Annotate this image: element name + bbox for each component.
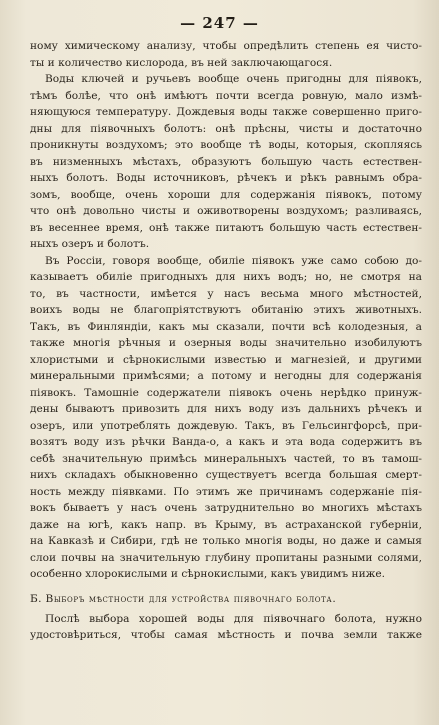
page-number: — 247 —: [180, 14, 259, 32]
text-line: хлористыми и сѣрнокислыми известью и магнезіей, и другими: [30, 353, 422, 366]
body-text: [30, 38, 422, 644]
text-line: также многія рѣчныя и озерныя воды значительно изобилуютъ: [30, 337, 422, 349]
text-line: ному химическому анализу, чтобы опредѣлить степень ея чисто-: [30, 40, 422, 52]
text-line: дны для піявочныхъ болотъ: онѣ прѣсны, чисты и достаточно: [30, 122, 422, 135]
paragraph-3: [30, 253, 422, 583]
section-title: Выборъ мѣстности для устройства піявочнаго болота.: [45, 592, 337, 605]
text-line: Воды ключей и ручьевъ вообще очень пригодны для піявокъ,: [45, 73, 422, 85]
text-line: вокъ бываетъ у насъ очень затруднительно во многихъ мѣстахъ: [30, 502, 422, 514]
paragraph-1: [30, 38, 422, 71]
text-line: въ весеннее время, онѣ также питаютъ большую часть естествен-: [30, 221, 422, 234]
text-line: тѣмъ болѣе, что онѣ имѣютъ почти всегда ровную, мало измѣ-: [30, 89, 422, 102]
text-line: ныхъ болотъ. Воды источниковъ, рѣчекъ и рѣкъ равнымъ обра-: [30, 172, 422, 184]
text-line: что онѣ довольно чисты и оживотворены воздухомъ; разливаясь,: [30, 205, 422, 217]
text-line: слои почвы на значительную глубину пропитаны разными солями,: [30, 551, 422, 564]
text-line: особенно хлорокислыми и сѣрнокислыми, какъ увидимъ ниже.: [30, 568, 386, 580]
text-line: няющуюся температуру. Дождевыя воды также совершенно приго-: [30, 106, 422, 118]
text-line: то, въ частности, имѣется у насъ весьма много мѣстностей,: [30, 287, 422, 300]
text-line: Въ Россіи, говоря вообще, обиліе піявокъ уже само собою до-: [45, 254, 422, 267]
text-line: проникнуты воздухомъ; это вообще тѣ воды, которыя, скопляясь: [30, 139, 422, 151]
text-line: въ низменныхъ мѣстахъ, образуютъ большую часть естествен-: [30, 155, 422, 168]
text-line: воихъ воды не благопріятствуютъ обитанію этихъ животныхъ.: [30, 304, 422, 316]
text-line: казываетъ обиліе пригодныхъ для нихъ водъ; но, не смотря на: [30, 271, 422, 283]
text-line: дены бываютъ привозить для нихъ воду изъ дальнихъ рѣчекъ и: [30, 403, 422, 415]
text-line: ныхъ озеръ и болотъ.: [30, 238, 150, 250]
section-heading: [30, 590, 422, 608]
paragraph-2: [30, 71, 422, 253]
text-line: піявокъ. Тамошніе содержатели піявокъ очень нерѣдко принуж-: [30, 386, 422, 399]
text-line: даже на югѣ, какъ напр. въ Крыму, въ астраханской губерніи,: [30, 518, 422, 531]
text-line: минеральными примѣсями; а потому и негодны для содержанія: [30, 370, 422, 382]
text-line: возятъ воду изъ рѣчки Ванда-о, а какъ и эта вода содержитъ въ: [30, 436, 422, 448]
text-line: удостовѣриться, чтобы самая мѣстность и почва земли также: [30, 629, 422, 641]
text-line: Такъ, въ Финляндіи, какъ мы сказали, почти всѣ колодезныя, а: [30, 320, 422, 333]
text-line: озеръ, или употреблять дождевую. Такъ, въ Гельсингфорсѣ, при-: [30, 419, 422, 432]
text-line: ты и количество кислорода, въ ней заключающагося.: [30, 56, 333, 69]
text-line: Послѣ выбора хорошей воды для піявочнаго болота, нужно: [45, 612, 422, 625]
text-line: зомъ, вообще, очень хороши для содержанія піявокъ, потому: [30, 188, 422, 201]
paragraph-4: [30, 611, 422, 644]
text-line: ность между піявками. По этимъ же причинамъ содержаніе пія-: [30, 485, 422, 498]
text-line: себѣ значительную примѣсь минеральныхъ частей, то въ тамош-: [30, 452, 422, 465]
text-line: на Кавказѣ и Сибири, гдѣ не только многія воды, но даже и самыя: [30, 535, 422, 547]
text-line: нихъ складахъ обыкновенно существуетъ всегда большая смерт-: [30, 469, 422, 481]
section-letter: Б.: [30, 592, 42, 605]
